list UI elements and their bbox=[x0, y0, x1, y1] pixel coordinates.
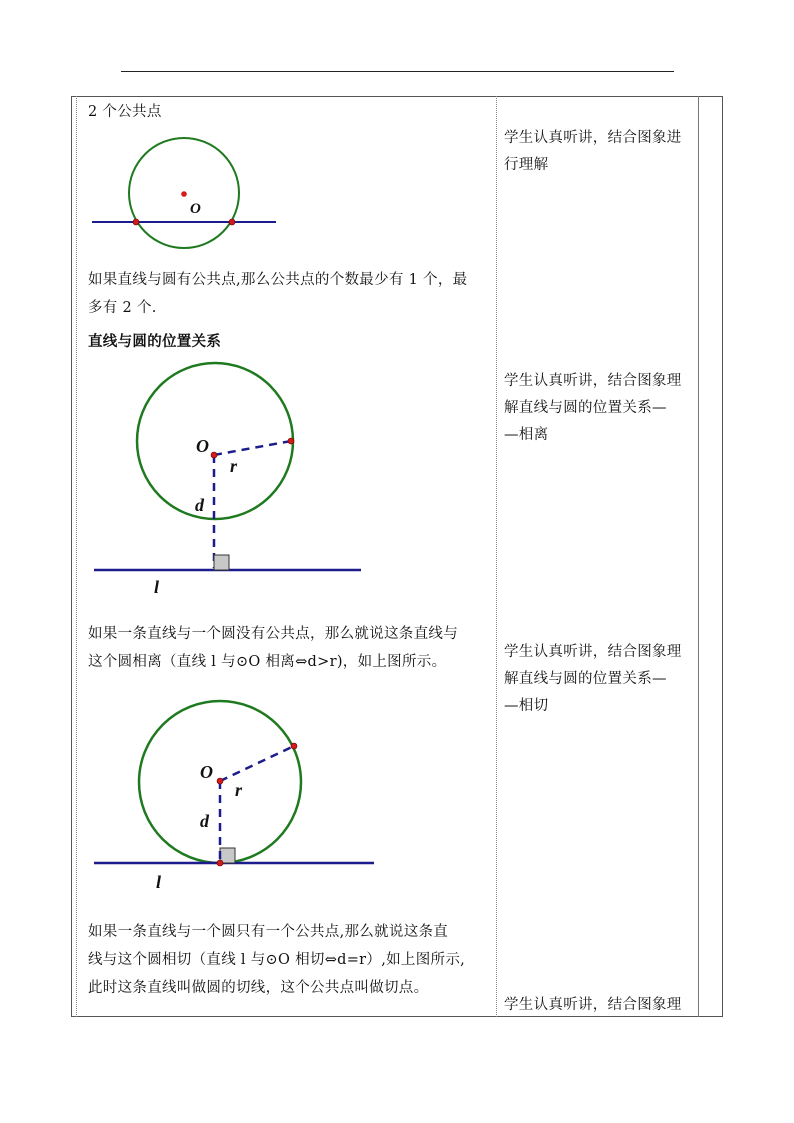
center-label-3: O bbox=[200, 762, 213, 782]
center-point-2 bbox=[211, 452, 217, 458]
center-point-1 bbox=[181, 191, 187, 197]
distance-label-3: d bbox=[200, 811, 209, 831]
note-3-line-2: 解直线与圆的位置关系— bbox=[504, 671, 667, 687]
radius-label-3: r bbox=[235, 780, 243, 800]
center-label-1: O bbox=[190, 201, 201, 217]
circle-point-3 bbox=[291, 743, 297, 749]
diagram-secant bbox=[92, 138, 276, 248]
diagram-separate bbox=[94, 363, 361, 597]
section-heading: 直线与圆的位置关系 bbox=[88, 334, 222, 350]
radius-segment-2 bbox=[214, 441, 291, 455]
note-3-line-1: 学生认真听讲，结合图象理 bbox=[504, 644, 682, 660]
note-2-line-1: 学生认真听讲，结合图象理 bbox=[504, 373, 682, 389]
intro-label: 2 个公共点 bbox=[88, 104, 162, 120]
diagram-tangent bbox=[94, 701, 374, 892]
paragraph-2-line-2: 这个圆相离（直线 l 与⊙O 相离⇔d>r)，如上图所示。 bbox=[88, 654, 447, 670]
intersection-point-b bbox=[229, 219, 235, 225]
paragraph-1-line-1: 如果直线与圆有公共点,那么公共点的个数最少有 1 个，最 bbox=[88, 272, 468, 288]
right-angle-mark-2 bbox=[214, 555, 229, 570]
line-label-3: l bbox=[156, 872, 162, 892]
note-2-line-2: 解直线与圆的位置关系— bbox=[504, 400, 667, 416]
paragraph-2-line-1: 如果一条直线与一个圆没有公共点，那么就说这条直线与 bbox=[88, 626, 458, 642]
separate-circle bbox=[137, 363, 293, 519]
distance-label-2: d bbox=[195, 495, 204, 515]
intersection-point-a bbox=[133, 219, 139, 225]
radius-label-2: r bbox=[230, 456, 238, 476]
note-4-line-1: 学生认真听讲，结合图象理 bbox=[504, 997, 682, 1013]
note-2-line-3: —相离 bbox=[504, 427, 549, 443]
radius-segment-3 bbox=[220, 746, 294, 781]
line-label-2: l bbox=[154, 577, 160, 597]
paragraph-1-line-2: 多有 2 个. bbox=[88, 300, 157, 316]
paragraph-3-line-2: 线与这个圆相切（直线 l 与⊙O 相切⇔d=r）,如上图所示, bbox=[88, 952, 466, 968]
tangent-point bbox=[217, 860, 223, 866]
paragraph-3-line-1: 如果一条直线与一个圆只有一个公共点,那么就说这条直 bbox=[88, 924, 449, 940]
paragraph-3-line-3: 此时这条直线叫做圆的切线，这个公共点叫做切点。 bbox=[88, 980, 429, 996]
note-1-line-1: 学生认真听讲，结合图象进 bbox=[504, 130, 682, 146]
note-3-line-3: —相切 bbox=[504, 698, 549, 714]
note-1-line-2: 行理解 bbox=[504, 157, 549, 173]
circle-point-2 bbox=[288, 438, 294, 444]
center-label-2: O bbox=[196, 436, 209, 456]
center-point-3 bbox=[217, 778, 223, 784]
